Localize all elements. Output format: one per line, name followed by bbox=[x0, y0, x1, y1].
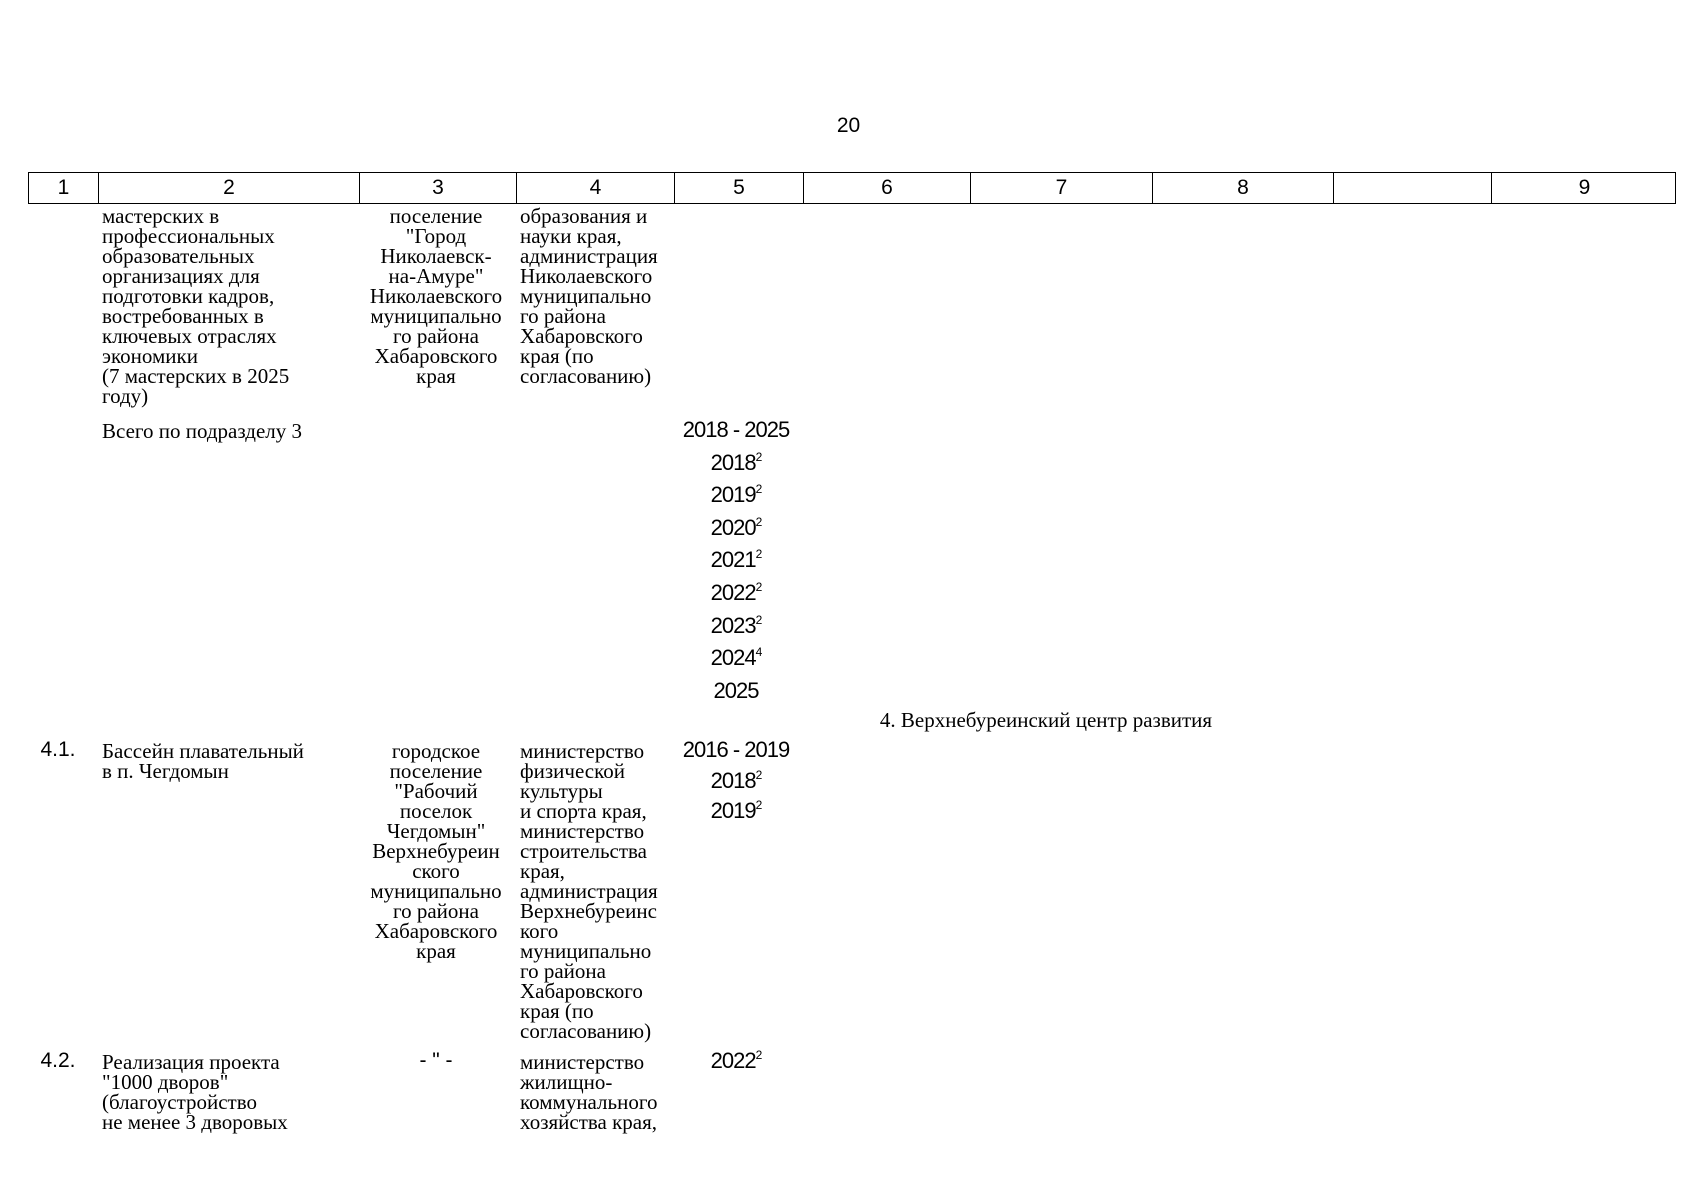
item41-col3-line: края bbox=[416, 939, 456, 963]
year-footnote: 4 bbox=[755, 645, 762, 660]
item42-col3: - " - bbox=[419, 1049, 453, 1072]
year-footnote: 2 bbox=[755, 482, 762, 497]
year-value: 2018 bbox=[710, 449, 756, 475]
item42-col4-line: хозяйства края, bbox=[520, 1110, 658, 1134]
item42-col4-line: коммунального bbox=[520, 1090, 658, 1114]
header-col-6: 6 bbox=[804, 173, 971, 203]
header-col-8: 8 bbox=[1153, 173, 1334, 203]
item42-col4-line: жилищно- bbox=[520, 1070, 613, 1094]
item41-col4-line: физической bbox=[520, 759, 625, 783]
year-value: 2018 bbox=[710, 767, 756, 793]
block1-col3-line: Николаевск- bbox=[380, 244, 492, 268]
item41-col4-line: края, bbox=[520, 859, 565, 883]
block1-col4 bbox=[520, 206, 676, 386]
item41-col4-line: согласованию) bbox=[520, 1019, 652, 1043]
year-cell bbox=[675, 765, 797, 797]
block1-col3-line: поселение bbox=[389, 204, 483, 228]
year-cell bbox=[675, 1045, 797, 1077]
item41-col3-line: Верхнебуреин bbox=[372, 839, 500, 863]
block1-col2-line: востребованных в bbox=[102, 304, 264, 328]
item41-col4-line: муниципально bbox=[520, 939, 652, 963]
item41-col3-line: Хабаровского bbox=[374, 919, 498, 943]
item41-col3 bbox=[362, 741, 510, 961]
item42-col2-line: Реализация проекта bbox=[102, 1050, 280, 1074]
block1-col4-line: го района bbox=[520, 304, 606, 328]
year-value: 2016 - 2019 bbox=[682, 737, 790, 762]
block1-col4-line: согласованию) bbox=[520, 364, 652, 388]
item42-col2 bbox=[102, 1052, 360, 1132]
block1-col3-line: го района bbox=[393, 324, 479, 348]
item41-col2 bbox=[102, 741, 360, 781]
block1-col3-line: Николаевского bbox=[369, 284, 503, 308]
item41-col3-line: "Рабочий bbox=[394, 779, 478, 803]
header-col-5: 5 bbox=[675, 173, 804, 203]
item41-col4-line: администрация bbox=[520, 879, 658, 903]
block1-col3-line: Хабаровского bbox=[374, 344, 498, 368]
year-cell bbox=[675, 675, 797, 707]
year-footnote: 2 bbox=[755, 580, 762, 594]
year-value: 2022 bbox=[710, 580, 756, 605]
year-footnote: 2 bbox=[755, 767, 762, 782]
year-cell bbox=[675, 512, 797, 544]
year-value: 2022 bbox=[710, 1048, 756, 1073]
year-value: 2021 bbox=[710, 547, 756, 573]
block1-col4-line: Хабаровского bbox=[520, 324, 643, 348]
item41-col4-line: кого bbox=[520, 919, 559, 943]
item41-col4-line: министерство bbox=[520, 819, 645, 843]
block1-col2-line: организациях для bbox=[102, 264, 260, 288]
block1-col3-line: муниципально bbox=[370, 304, 502, 328]
block1-col2 bbox=[102, 206, 360, 406]
block1-col3 bbox=[362, 206, 510, 386]
item41-col2-line: Бассейн плавательный bbox=[102, 739, 304, 763]
item42-col4-line: министерство bbox=[520, 1050, 645, 1074]
item41-col3-line: поселок bbox=[399, 799, 473, 823]
year-cell bbox=[675, 795, 797, 827]
year-cell bbox=[675, 447, 797, 479]
year-cell bbox=[675, 734, 797, 766]
year-value: 2025 bbox=[713, 677, 759, 703]
block1-col3-line: на-Амуре" bbox=[388, 264, 484, 288]
year-value: 2019 bbox=[710, 482, 756, 508]
block1-col2-line: (7 мастерских в 2025 bbox=[102, 364, 290, 388]
item41-col4-line: Верхнебуреинс bbox=[520, 899, 657, 923]
year-cell bbox=[675, 414, 797, 446]
block1-col2-line: ключевых отраслях bbox=[102, 324, 277, 348]
item41-col3-line: Чегдомын" bbox=[386, 819, 486, 843]
item41-col4-line: и спорта края, bbox=[520, 799, 647, 823]
item41-col3-line: муниципально bbox=[370, 879, 502, 903]
item42-col4 bbox=[520, 1052, 676, 1132]
item41-col4-line: культуры bbox=[520, 779, 603, 803]
year-footnote: 2 bbox=[755, 612, 762, 627]
header-col-1: 1 bbox=[29, 173, 99, 203]
item41-col3-line: городское bbox=[391, 739, 481, 763]
block1-col4-line: образования и bbox=[520, 204, 648, 228]
item41-col4 bbox=[520, 741, 676, 1041]
item41-col4-line: министерство bbox=[520, 739, 645, 763]
block1-col2-line: подготовки кадров, bbox=[102, 284, 275, 308]
block1-col2-line: мастерских в bbox=[102, 204, 220, 228]
header-col-7: 7 bbox=[971, 173, 1153, 203]
header-col-2: 2 bbox=[99, 173, 360, 203]
item41-col4-line: строительства bbox=[520, 839, 648, 863]
block1-col2-line: образовательных bbox=[102, 244, 255, 268]
block1-col2-line: экономики bbox=[102, 344, 198, 368]
item41-col3-line: поселение bbox=[389, 759, 483, 783]
section-title: 4. Верхнебуреинский центр развития bbox=[879, 708, 1213, 732]
year-cell bbox=[675, 642, 797, 674]
table-header-row bbox=[28, 172, 1676, 204]
year-value: 2020 bbox=[710, 514, 756, 540]
item41-col4-line: го района bbox=[520, 959, 606, 983]
year-footnote: 2 bbox=[755, 1048, 762, 1062]
year-value: 2024 bbox=[710, 645, 756, 671]
item42-col2-line: "1000 дворов" bbox=[102, 1070, 229, 1094]
year-cell bbox=[675, 610, 797, 642]
year-footnote: 2 bbox=[755, 547, 762, 562]
item41-col4-line: края (по bbox=[520, 999, 594, 1023]
header-col-4: 4 bbox=[517, 173, 675, 203]
header-col-3: 3 bbox=[360, 173, 517, 203]
year-footnote: 2 bbox=[755, 798, 762, 812]
item41-col3-line: го района bbox=[393, 899, 479, 923]
item-number: 4.1. bbox=[40, 738, 76, 761]
year-value: 2023 bbox=[710, 612, 756, 638]
item42-col2-line: (благоустройство bbox=[102, 1090, 258, 1114]
item41-col4-line: Хабаровского bbox=[520, 979, 643, 1003]
block1-col2-line: году) bbox=[102, 384, 149, 408]
block1-col4-line: края (по bbox=[520, 344, 594, 368]
year-value: 2018 - 2025 bbox=[682, 417, 790, 442]
subtotal-label: Всего по подразделу 3 bbox=[102, 419, 303, 443]
block1-col4-line: науки края, bbox=[520, 224, 622, 248]
page-number: 20 bbox=[836, 114, 861, 137]
block1-col3-line: края bbox=[416, 364, 456, 388]
year-footnote: 2 bbox=[755, 449, 762, 464]
year-cell bbox=[675, 479, 797, 511]
item-number: 4.2. bbox=[40, 1049, 76, 1072]
header-col-9: 9 bbox=[1578, 176, 1591, 199]
year-cell bbox=[675, 577, 797, 609]
block1-col4-line: администрация bbox=[520, 244, 658, 268]
year-cell bbox=[675, 544, 797, 576]
block1-col2-line: профессиональных bbox=[102, 224, 275, 248]
block1-col3-line: "Город bbox=[405, 224, 467, 248]
item42-col2-line: не менее 3 дворовых bbox=[102, 1110, 288, 1134]
block1-col4-line: Николаевского bbox=[520, 264, 653, 288]
year-footnote: 2 bbox=[755, 514, 762, 529]
item41-col2-line: в п. Чегдомын bbox=[102, 759, 229, 783]
year-value: 2019 bbox=[710, 798, 756, 823]
item41-col3-line: ского bbox=[412, 859, 460, 883]
header-col-blank bbox=[1334, 173, 1492, 203]
block1-col4-line: муниципально bbox=[520, 284, 652, 308]
